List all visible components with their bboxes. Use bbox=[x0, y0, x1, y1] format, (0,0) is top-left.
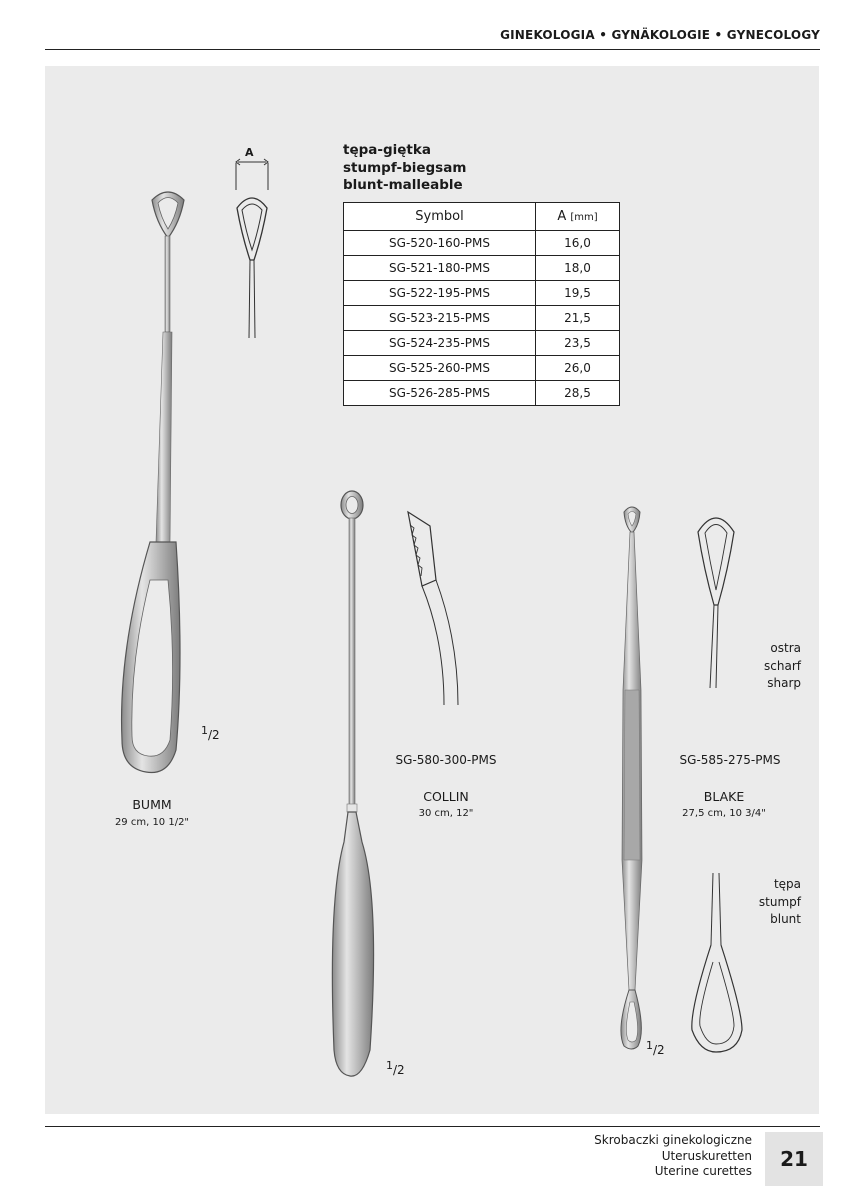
blake-blunt-tip-detail bbox=[692, 873, 742, 1052]
title-line-de: stumpf-biegsam bbox=[343, 159, 467, 176]
dimension-marker-a: A bbox=[245, 146, 254, 159]
table-row bbox=[344, 356, 620, 381]
blunt-tip-detail bbox=[236, 159, 268, 338]
table-row bbox=[344, 256, 620, 281]
sharp-note-de: scharf bbox=[764, 658, 801, 673]
collin-scale-label: $^1$/2 bbox=[386, 1059, 405, 1077]
a-value-cell: 26,0 bbox=[536, 356, 620, 381]
blake-name: BLAKE bbox=[703, 789, 745, 804]
symbol-cell: SG-524-235-PMS bbox=[344, 331, 536, 356]
a-value-cell: 18,0 bbox=[536, 256, 620, 281]
blake-curette-drawing bbox=[621, 507, 642, 1049]
title-line-en: blunt-malleable bbox=[343, 177, 463, 193]
bumm-scale-label: $^1$/2 bbox=[201, 724, 220, 742]
blunt-malleable-title bbox=[343, 142, 466, 195]
footer-category bbox=[594, 1133, 752, 1180]
sharp-tip-note bbox=[764, 640, 801, 693]
collin-name: COLLIN bbox=[423, 789, 469, 804]
table-row bbox=[344, 281, 620, 306]
blunt-tip-note bbox=[759, 876, 801, 929]
table-row bbox=[344, 331, 620, 356]
footer-line-de: Uteruskuretten bbox=[661, 1148, 752, 1163]
sharp-note-en: sharp bbox=[767, 676, 801, 690]
a-value-cell: 28,5 bbox=[536, 381, 620, 406]
collin-size: 30 cm, 12" bbox=[418, 808, 474, 819]
page-number: 21 bbox=[765, 1132, 823, 1186]
symbol-cell: SG-526-285-PMS bbox=[344, 381, 536, 406]
a-value-cell: 23,5 bbox=[536, 331, 620, 356]
symbol-cell: SG-521-180-PMS bbox=[344, 256, 536, 281]
table-row bbox=[344, 306, 620, 331]
blake-size: 27,5 cm, 10 3/4" bbox=[682, 808, 766, 819]
blunt-note-pl: tępa bbox=[773, 877, 801, 891]
symbol-cell: SG-520-160-PMS bbox=[344, 231, 536, 256]
title-line-pl: tępa-giętka bbox=[343, 142, 431, 158]
table-row bbox=[344, 231, 620, 256]
a-value-cell: 19,5 bbox=[536, 281, 620, 306]
symbol-cell: SG-522-195-PMS bbox=[344, 281, 536, 306]
a-value-cell: 21,5 bbox=[536, 306, 620, 331]
column-header-a bbox=[536, 203, 620, 231]
blake-sharp-tip-detail bbox=[698, 518, 734, 688]
column-a-unit: [mm] bbox=[570, 212, 598, 223]
column-a-label: A bbox=[557, 209, 567, 224]
a-value-cell: 16,0 bbox=[536, 231, 620, 256]
footer-line-en: Uterine curettes bbox=[654, 1164, 752, 1178]
blake-product-code: SG-585-275-PMS bbox=[679, 753, 781, 767]
table-row bbox=[344, 381, 620, 406]
blake-scale-label: $^1$/2 bbox=[646, 1039, 665, 1057]
column-header-symbol: Symbol bbox=[344, 203, 536, 231]
page-header: GINEKOLOGIA • GYNÄKOLOGIE • GYNECOLOGY bbox=[500, 28, 820, 42]
bumm-size: 29 cm, 10 1/2" bbox=[114, 817, 190, 828]
collin-curette-drawing bbox=[332, 491, 373, 1076]
table-header-row bbox=[344, 203, 620, 231]
symbol-cell: SG-523-215-PMS bbox=[344, 306, 536, 331]
sharp-note-pl: ostra bbox=[770, 641, 801, 655]
collin-tip-detail bbox=[408, 512, 458, 705]
size-table bbox=[343, 202, 620, 406]
blunt-note-en: blunt bbox=[770, 912, 801, 926]
bumm-name: BUMM bbox=[132, 797, 172, 812]
bumm-curette-drawing bbox=[122, 192, 184, 773]
footer-rule bbox=[45, 1126, 820, 1127]
footer-line-pl: Skrobaczki ginekologiczne bbox=[594, 1133, 752, 1147]
symbol-cell: SG-525-260-PMS bbox=[344, 356, 536, 381]
collin-product-code: SG-580-300-PMS bbox=[395, 753, 497, 767]
blunt-note-de: stumpf bbox=[758, 894, 801, 909]
